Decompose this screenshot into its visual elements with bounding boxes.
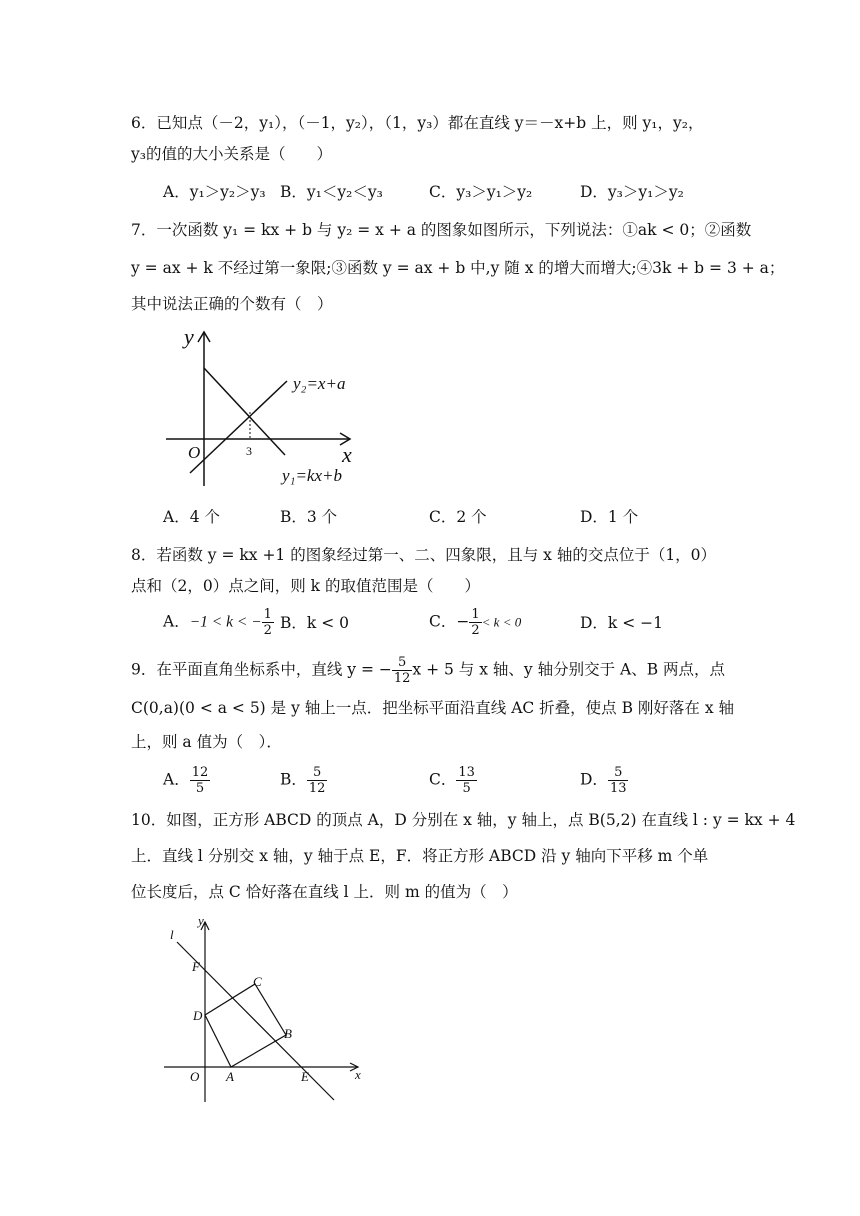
q7-y-label: y (184, 324, 194, 349)
q7-stem-line2: y = ax + k 不经过第一象限;③函数 y = ax + b 中,y 随 x 的增大而增大;④3k + b = 3 + a； (131, 259, 785, 277)
q10-label-e: E (301, 1069, 309, 1084)
q6-stem-line2: y₃的值的大小关系是（ ） (131, 145, 332, 163)
q10-stem-line3: 位长度后，点 C 恰好落在直线 l 上．则 m 的值为（ ） (131, 883, 518, 901)
q9-option-a: A． $\frac{12}{5}$ (163, 765, 209, 796)
q8-option-c-expr: < k < 0 (481, 614, 522, 630)
q10-label-c: C (253, 974, 262, 989)
q9-option-b-fraction: $\frac{5}{12}$ (308, 765, 326, 796)
q7-option-b: B．3 个 (280, 508, 338, 526)
q9-option-d-fraction: $\frac{5}{13}$ (609, 765, 627, 796)
q9-stem-line3: 上，则 a 值为（ ）． (131, 733, 282, 751)
q10-label-f: F (192, 959, 200, 974)
q8-option-a-expr: −1 < k < − (189, 613, 262, 631)
q9-option-d: D． $\frac{5}{13}$ (580, 765, 627, 796)
q8-option-b: B．k < 0 (280, 614, 349, 632)
q7-option-a: A．4 个 (163, 508, 220, 526)
q9-option-a-fraction: $\frac{12}{5}$ (191, 765, 209, 796)
q10-origin-label: O (190, 1069, 200, 1084)
q8-option-c: C．− $\frac{1}{2}$ < k < 0 (429, 607, 522, 638)
q6-option-b: B．y₁＜y₂＜y₃ (280, 183, 383, 201)
q10-stem-line2: 上．直线 l 分别交 x 轴，y 轴于点 E，F．将正方形 ABCD 沿 y 轴向下平移 m 个单 (131, 847, 709, 865)
q10-y-label: y (198, 913, 204, 928)
q10-x-label: x (355, 1067, 361, 1082)
q9-stem-line1: 9．在平面直角坐标系中，直线 y = − $\frac{5}{12}$ x + 5 与 x 轴、y 轴分别交于 A、B 两点，点 (131, 655, 726, 686)
q7-stem-line1: 7．一次函数 y₁ = kx + b 与 y₂ = x + a 的图象如图所示，下列说法：①ak < 0；②函数 (131, 221, 752, 239)
q9-stem-fraction: $\frac{5}{12}$ (393, 655, 411, 686)
q10-label-l: l (170, 927, 174, 942)
q7-stem-line3: 其中说法正确的个数有（ ） (131, 295, 333, 313)
q7-label-y1: y₁=kx+b (282, 466, 342, 485)
q10-label-b: B (284, 1026, 292, 1041)
q10-label-d: D (193, 1008, 203, 1023)
q10-square-abcd (205, 984, 286, 1067)
q6-option-c: C．y₃＞y₁＞y₂ (429, 183, 533, 201)
q7-label-y2: y₂=x+a (293, 374, 346, 393)
q7-x-label: x (342, 442, 352, 467)
q6-option-d: D．y₃＞y₁＞y₂ (580, 183, 684, 201)
q7-origin-label: O (188, 443, 201, 462)
q8-option-a: A．−1 < k < − $\frac{1}{2}$ (163, 607, 272, 638)
q10-label-a: A (226, 1069, 234, 1084)
q6-stem-line1: 6．已知点（－2，y₁），（－1，y₂），（1，y₃）都在直线 y＝－x+b 上，则 y₁，y₂， (131, 114, 704, 132)
q8-option-d: D．k < −1 (580, 614, 664, 632)
q9-stem-line2: C(0,a)(0 < a < 5) 是 y 轴上一点．把坐标平面沿直线 AC 折叠，使点 B 刚好落在 x 轴 (131, 699, 735, 717)
q7-tick-3: 3 (246, 444, 252, 458)
q8-stem-line2: 点和（2，0）点之间，则 k 的取值范围是（ ） (131, 577, 480, 595)
q8-option-c-fraction: $\frac{1}{2}$ (471, 607, 480, 638)
q9-option-c-fraction: $\frac{13}{5}$ (458, 765, 475, 796)
q7-option-d: D．1 个 (580, 508, 639, 526)
q9-option-c: C． $\frac{13}{5}$ (429, 765, 475, 796)
q10-stem-line1: 10．如图，正方形 ABCD 的顶点 A，D 分别在 x 轴，y 轴上，点 B(5,2) 在直线 l : y = kx + 4 (131, 811, 796, 829)
q7-option-c: C．2 个 (429, 508, 487, 526)
q8-stem-line1: 8．若函数 y = kx +1 的图象经过第一、二、四象限，且与 x 轴的交点位于（1，0） (131, 546, 717, 564)
q6-option-a: A．y₁＞y₂＞y₃ (163, 183, 266, 201)
q8-option-a-fraction: $\frac{1}{2}$ (263, 607, 272, 638)
q9-option-b: B． $\frac{5}{12}$ (280, 765, 326, 796)
